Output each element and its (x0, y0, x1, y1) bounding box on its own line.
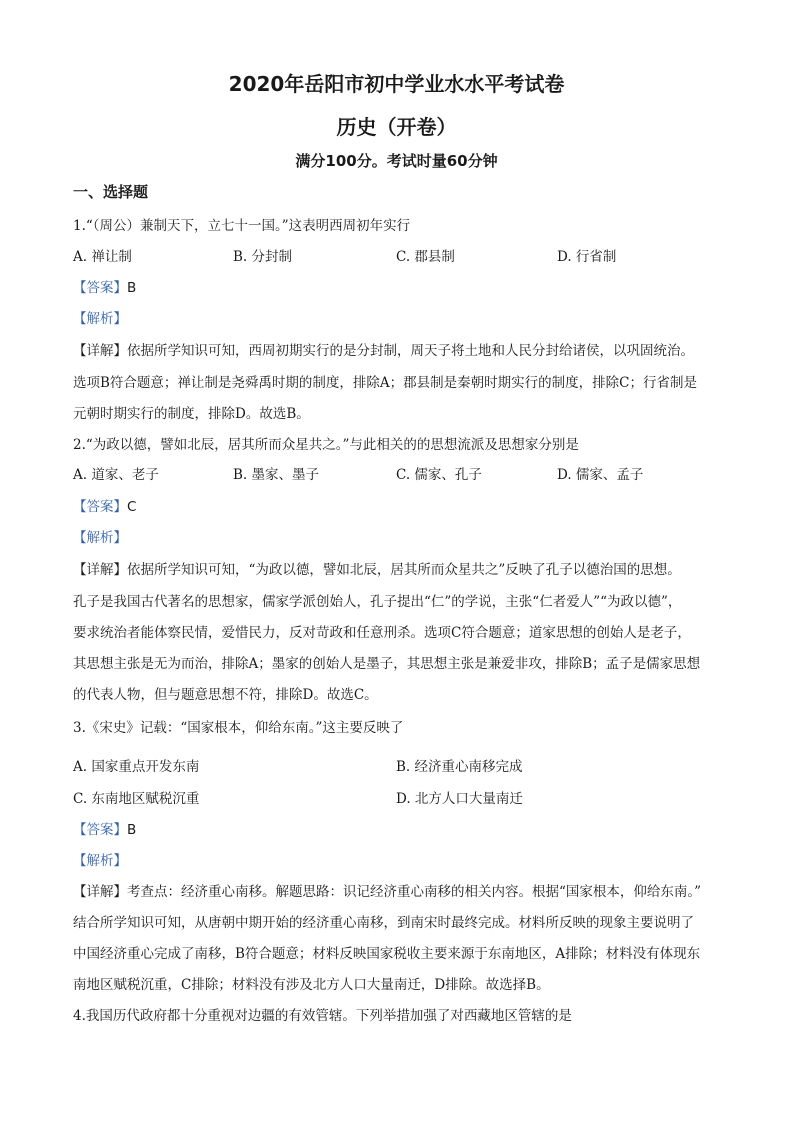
detail-text: 依据所学知识可知，西周初期实行的是分封制，周天子将土地和人民分封给诸侯，以巩固统治。 (127, 343, 694, 359)
answer-label: 【答案】 (73, 280, 127, 296)
question-1-stem: 1.“（周公）兼制天下，立七十一国。”这表明西周初年实行 (73, 218, 411, 234)
question-3-option-a: A. 国家重点开发东南 (73, 759, 200, 775)
answer-label: 【答案】 (73, 822, 127, 838)
question-3-detail-line-3: 中国经济重心完成了南移，B符合题意；材料反映国家税收主要来源于东南地区，A排除；材料没有体现东 (73, 946, 701, 962)
question-4-stem: 4.我国历代政府都十分重视对边疆的有效管辖。下列举措加强了对西藏地区管辖的是 (73, 1008, 572, 1024)
section-heading: 一、选择题 (73, 183, 149, 201)
question-3-option-b: B. 经济重心南移完成 (396, 759, 523, 775)
question-1-analysis-label: 【解析】 (73, 311, 127, 327)
question-3-detail-line-2: 结合所学知识可知，从唐朝中期开始的经济重心南移，到南宋时最终完成。材料所反映的现象主要说明了 (73, 915, 694, 931)
question-3-option-d: D. 北方人口大量南迁 (396, 791, 523, 807)
question-3-detail-line-4: 南地区赋税沉重，C排除；材料没有涉及北方人口大量南迁，D排除。故选择B。 (73, 977, 550, 993)
question-2-detail-line-1 (73, 558, 723, 578)
question-2-stem: 2.“为政以德，譬如北辰，居其所而众星共之。”与此相关的的思想流派及思想家分别是 (73, 437, 579, 453)
question-3-analysis-label: 【解析】 (73, 853, 127, 869)
question-1-answer (73, 276, 723, 296)
question-2-detail-line-5: 的代表人物，但与题意思想不符，排除D。故选C。 (73, 687, 378, 703)
question-2-detail-line-3: 要求统治者能体察民情，爱惜民力，反对苛政和任意刑杀。选项C符合题意；道家思想的创始人是老子， (73, 625, 691, 641)
question-2-analysis-label: 【解析】 (73, 530, 127, 546)
question-1-detail-line-2: 选项B符合题意；禅让制是尧舜禹时期的制度，排除A；郡县制是秦朝时期实行的制度，排除C；行省制是 (73, 375, 697, 391)
question-3-option-c: C. 东南地区赋税沉重 (73, 791, 200, 807)
exam-title: 2020年岳阳市初中学业水水平考试卷 (228, 72, 565, 96)
answer-value: B (127, 822, 137, 838)
question-2-option-b: B. 墨家、墨子 (233, 467, 320, 483)
question-2-option-c: C. 儒家、孔子 (396, 467, 482, 483)
question-2-option-d: D. 儒家、孟子 (557, 467, 644, 483)
detail-text: 依据所学知识可知，“为政以德，譬如北辰，居其所而众星共之”反映了孔子以德治国的思想。 (127, 562, 681, 578)
question-1-option-a: A. 禅让制 (73, 249, 132, 265)
question-2-detail-line-2: 孔子是我国古代著名的思想家，儒家学派创始人，孔子提出“仁”的学说，主张“仁者爱人”“为政以德”， (73, 594, 682, 610)
question-1-detail-line-1 (73, 339, 723, 359)
exam-subtitle: 历史（开卷） (336, 115, 457, 139)
question-3-detail-line-1 (73, 880, 723, 900)
answer-value: C (127, 499, 137, 515)
question-2-detail-line-4: 其思想主张是无为而治，排除A；墨家的创始人是墨子，其思想主张是兼爱非攻，排除B；孟子是儒家思想 (73, 656, 701, 672)
question-1-option-c: C. 郡县制 (396, 249, 455, 265)
question-1-detail-line-3: 元朝时期实行的制度，排除D。故选B。 (73, 406, 310, 422)
detail-text: 考查点：经济重心南移。解题思路：识记经济重心南移的相关内容。根据“国家根本，仰给东南。” (127, 884, 702, 900)
exam-info: 满分100分。考试时量60分钟 (295, 152, 498, 170)
question-2-answer (73, 495, 723, 515)
detail-label: 【详解】 (73, 343, 127, 359)
question-2-option-a: A. 道家、老子 (73, 467, 159, 483)
detail-label: 【详解】 (73, 562, 127, 578)
question-1-option-d: D. 行省制 (557, 249, 617, 265)
question-3-stem: 3.《宋史》记载：“国家根本，仰给东南。”这主要反映了 (73, 720, 404, 736)
answer-value: B (127, 280, 137, 296)
question-1-option-b: B. 分封制 (233, 249, 293, 265)
answer-label: 【答案】 (73, 499, 127, 515)
detail-label: 【详解】 (73, 884, 127, 900)
question-3-answer (73, 818, 723, 838)
